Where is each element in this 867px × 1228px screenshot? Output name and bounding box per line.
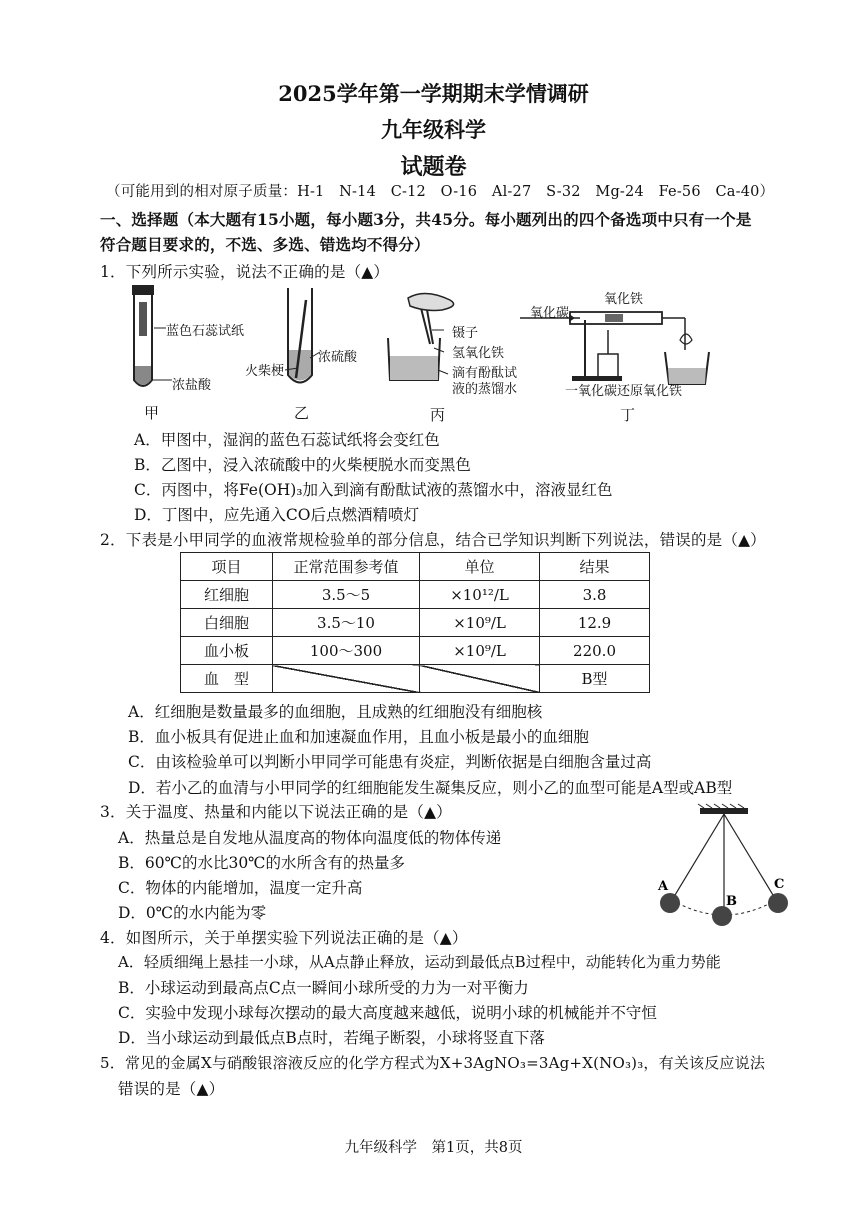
- table-row: [181, 637, 650, 665]
- q4-option-c: C．实验中发现小球每次摆动的最大高度越来越低，说明小球的机械能并不守恒: [118, 1004, 657, 1022]
- fig-bing-label-water2: 液的蒸馏水: [452, 382, 518, 397]
- table-cell-slashed: [420, 665, 540, 693]
- paper-title: 试题卷: [400, 154, 467, 180]
- q2-option-c: C．由该检验单可以判断小甲同学可能患有炎症，判断依据是白细胞含量过高: [128, 753, 652, 771]
- fig-yi-label-match: 火柴梗: [245, 364, 285, 379]
- table-cell: ×10¹²/L: [420, 581, 540, 609]
- fig-ding-label-co: 氧化碳: [530, 306, 570, 321]
- exam-title: 2025学年第一学期期末学情调研: [278, 81, 589, 106]
- table-cell: 白细胞: [181, 609, 273, 637]
- q4-option-a: A．轻质细绳上悬挂一小球，从A点静止释放，运动到最低点B过程中，动能转化为重力势能: [118, 953, 721, 971]
- fig-jia-label-hcl: 浓盐酸: [172, 378, 212, 393]
- q4-stem: 4．如图所示，关于单摆实验下列说法正确的是（▲）: [100, 929, 468, 947]
- section-heading-line2: 符合题目要求的，不选、多选、错选均不得分）: [100, 235, 430, 254]
- q3-option-c: C．物体的内能增加，温度一定升高: [118, 879, 363, 897]
- q4-option-b: B．小球运动到最高点C点一瞬间小球所受的力为一对平衡力: [118, 979, 529, 997]
- q1-option-d: D．丁图中，应先通入CO后点燃酒精喷灯: [134, 506, 419, 524]
- table-header-cell: 结果: [540, 553, 650, 581]
- page-footer: 九年级科学 第1页，共8页: [344, 1140, 523, 1156]
- fig-caption-ding: 丁: [620, 406, 636, 424]
- table-row: [181, 581, 650, 609]
- table-cell: 12.9: [540, 609, 650, 637]
- fig-caption-bing: 丙: [430, 406, 446, 424]
- q2-stem: 2．下表是小甲同学的血液常规检验单的部分信息，结合已学知识判断下列说法，错误的是（▲）: [100, 531, 766, 549]
- table-cell: 100～300: [272, 637, 419, 665]
- q3-stem: 3．关于温度、热量和内能以下说法正确的是（▲）: [100, 803, 452, 821]
- q4-option-d: D．当小球运动到最低点B点时，若绳子断裂，小球将竖直下落: [118, 1029, 545, 1047]
- pendulum-label-b: B: [726, 894, 737, 909]
- fig-ding-label-caption: 一氧化碳还原氧化铁: [565, 384, 683, 399]
- table-header-cell: 单位: [420, 553, 540, 581]
- table-cell: 3.5～5: [272, 581, 419, 609]
- table-row: [181, 665, 650, 693]
- fig-jia-label-litmus: 蓝色石蕊试纸: [166, 324, 245, 339]
- fig-yi-test-tube: [288, 288, 312, 383]
- fig-caption-jia: 甲: [144, 404, 160, 422]
- fig-bing-label-water1: 滴有酚酞试: [452, 366, 518, 381]
- q3-option-b: B．60℃的水比30℃的水所含有的热量多: [118, 854, 406, 872]
- q3-option-d: D．0℃的水内能为零: [118, 904, 267, 922]
- table-header-cell: 正常范围参考值: [272, 553, 419, 581]
- q1-option-c: C．丙图中，将Fe(OH)₃加入到滴有酚酞试液的蒸馏水中，溶液显红色: [134, 481, 613, 499]
- fig-bing-label-feoh3: 氢氧化铁: [452, 346, 505, 361]
- table-row: [181, 609, 650, 637]
- q3-option-a: A．热量总是自发地从温度高的物体向温度低的物体传递: [118, 829, 502, 847]
- fig-bing-beaker: [388, 293, 454, 380]
- section-heading-line1: 一、选择题（本大题有15小题，每小题3分，共45分。每小题列出的四个备选项中只有一个是: [100, 210, 752, 229]
- q2-option-a: A．红细胞是数量最多的血细胞，且成熟的红细胞没有细胞核: [128, 703, 543, 721]
- table-header-row: [181, 553, 650, 581]
- fig-ding-apparatus: [520, 312, 709, 384]
- q2-option-b: B．血小板具有促进止血和加速凝血作用，且血小板是最小的血细胞: [128, 728, 589, 746]
- table-cell: ×10⁹/L: [420, 637, 540, 665]
- q2-option-d: D．若小乙的血清与小甲同学的红细胞能发生凝集反应，则小乙的血型可能是A型或AB型: [128, 779, 733, 797]
- q5-stem-line2: 错误的是（▲）: [118, 1080, 225, 1098]
- fig-caption-yi: 乙: [294, 404, 310, 422]
- table-cell-slashed: [272, 665, 419, 693]
- table-cell: 220.0: [540, 637, 650, 665]
- table-cell: 红细胞: [181, 581, 273, 609]
- table-cell: 3.8: [540, 581, 650, 609]
- blood-test-table: [180, 552, 650, 693]
- table-cell: 3.5～10: [272, 609, 419, 637]
- table-header-cell: 项目: [181, 553, 273, 581]
- q1-option-b: B．乙图中，浸入浓硫酸中的火柴梗脱水而变黑色: [134, 456, 471, 474]
- fig-yi-label-h2so4: 浓硫酸: [318, 350, 358, 365]
- table-cell: ×10⁹/L: [420, 609, 540, 637]
- q1-option-a: A．甲图中，湿润的蓝色石蕊试纸将会变红色: [134, 431, 440, 449]
- subject-title: 九年级科学: [381, 117, 486, 142]
- pendulum-label-a: A: [658, 879, 669, 894]
- table-cell: B型: [540, 665, 650, 693]
- pendulum-figure: [650, 800, 800, 930]
- atomic-masses: （可能用到的相对原子质量：H-1 N-14 C-12 O-16 Al-27 S-32 Mg-24 Fe-56 Ca-40）: [106, 184, 775, 200]
- table-cell: 血 型: [181, 665, 273, 693]
- q1-stem: 1．下列所示实验，说法不正确的是（▲）: [100, 263, 390, 281]
- table-cell: 血小板: [181, 637, 273, 665]
- fig-jia-test-tube: [132, 285, 154, 386]
- pendulum-label-c: C: [774, 877, 785, 892]
- fig-ding-label-fe2o3: 氧化铁: [604, 292, 644, 307]
- q5-stem-line1: 5．常见的金属X与硝酸银溶液反应的化学方程式为X+3AgNO₃=3Ag+X(NO₃)₃，有关该反应说法: [100, 1054, 766, 1072]
- fig-bing-label-tweezers: 镊子: [452, 326, 479, 341]
